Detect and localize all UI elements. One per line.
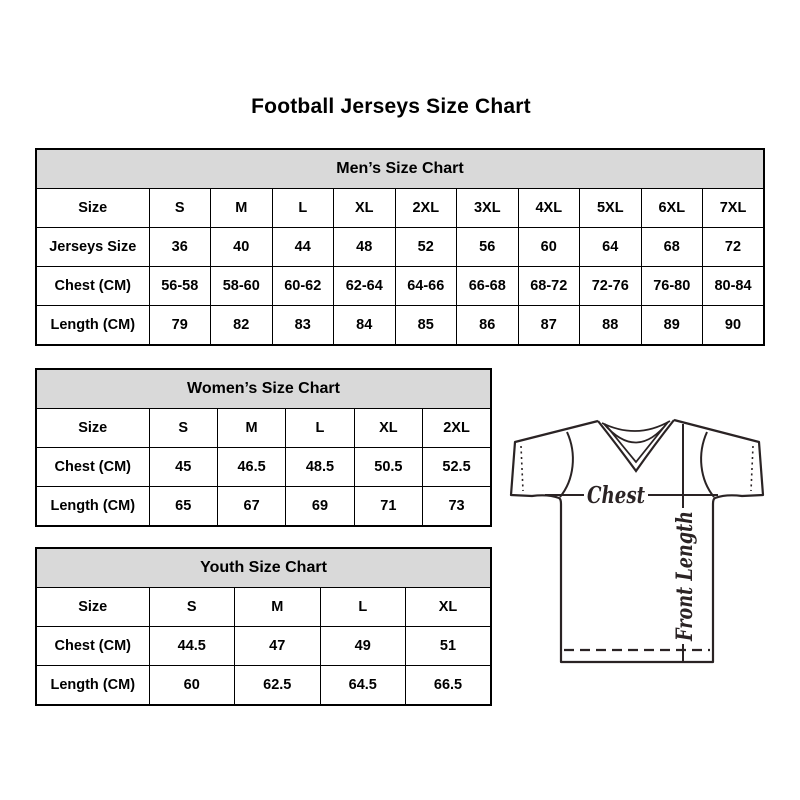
- size-value-cell: 67: [217, 487, 285, 527]
- size-value-cell: L: [320, 588, 406, 627]
- size-value-cell: 82: [211, 306, 273, 346]
- size-value-cell: 64.5: [320, 666, 406, 706]
- size-value-cell: 68-72: [518, 267, 580, 306]
- size-value-cell: 72-76: [580, 267, 642, 306]
- size-value-cell: 2XL: [395, 189, 457, 228]
- row-label: Chest (CM): [36, 627, 149, 666]
- size-value-cell: 44.5: [149, 627, 235, 666]
- size-value-cell: 72: [703, 228, 765, 267]
- size-value-cell: 85: [395, 306, 457, 346]
- size-value-cell: 79: [149, 306, 211, 346]
- size-value-cell: 4XL: [518, 189, 580, 228]
- size-value-cell: 88: [580, 306, 642, 346]
- size-value-cell: 62-64: [334, 267, 396, 306]
- size-value-cell: L: [286, 409, 354, 448]
- size-value-cell: 69: [286, 487, 354, 527]
- table-row: [36, 448, 491, 487]
- size-value-cell: 48: [334, 228, 396, 267]
- size-value-cell: 44: [272, 228, 334, 267]
- size-value-cell: XL: [406, 588, 492, 627]
- size-value-cell: 47: [235, 627, 321, 666]
- size-value-cell: 66.5: [406, 666, 492, 706]
- collar-band-arc-upper: [602, 421, 670, 431]
- size-value-cell: M: [235, 588, 321, 627]
- size-value-cell: 64-66: [395, 267, 457, 306]
- size-value-cell: M: [211, 189, 273, 228]
- jersey-measurement-diagram: [500, 400, 770, 685]
- page-title: Football Jerseys Size Chart: [251, 95, 531, 118]
- size-value-cell: 46.5: [217, 448, 285, 487]
- womens-size-table: [35, 368, 492, 527]
- row-label: Size: [36, 588, 149, 627]
- table-header-row: [36, 149, 764, 189]
- size-value-cell: 52: [395, 228, 457, 267]
- size-value-cell: 50.5: [354, 448, 422, 487]
- size-value-cell: L: [272, 189, 334, 228]
- size-value-cell: 76-80: [641, 267, 703, 306]
- table-title: Youth Size Chart: [36, 548, 491, 588]
- size-value-cell: 56: [457, 228, 519, 267]
- size-value-cell: 87: [518, 306, 580, 346]
- table-row: [36, 189, 764, 228]
- size-value-cell: 5XL: [580, 189, 642, 228]
- table-header-row: [36, 548, 491, 588]
- sleeve-seam-left: [521, 446, 523, 491]
- armhole-seam-left: [560, 432, 573, 497]
- size-value-cell: XL: [354, 409, 422, 448]
- row-label: Length (CM): [36, 487, 149, 527]
- size-value-cell: 84: [334, 306, 396, 346]
- table-title: Men’s Size Chart: [36, 149, 764, 189]
- size-value-cell: 66-68: [457, 267, 519, 306]
- table-row: [36, 627, 491, 666]
- size-value-cell: 90: [703, 306, 765, 346]
- row-label: Chest (CM): [36, 267, 149, 306]
- table-row: [36, 588, 491, 627]
- row-label: Size: [36, 409, 149, 448]
- armhole-seam-right: [701, 432, 714, 497]
- size-value-cell: 62.5: [235, 666, 321, 706]
- size-value-cell: 89: [641, 306, 703, 346]
- table-row: [36, 267, 764, 306]
- jersey-outline-shape: [511, 420, 763, 662]
- size-value-cell: M: [217, 409, 285, 448]
- row-label: Size: [36, 189, 149, 228]
- table-row: [36, 228, 764, 267]
- table-row: [36, 306, 764, 346]
- size-value-cell: 68: [641, 228, 703, 267]
- table-row: [36, 487, 491, 527]
- size-value-cell: 71: [354, 487, 422, 527]
- table-title: Women’s Size Chart: [36, 369, 491, 409]
- size-value-cell: XL: [334, 189, 396, 228]
- row-label: Length (CM): [36, 306, 149, 346]
- size-value-cell: 36: [149, 228, 211, 267]
- size-value-cell: 2XL: [423, 409, 491, 448]
- size-value-cell: 49: [320, 627, 406, 666]
- youth-size-table: [35, 547, 492, 706]
- table-row: [36, 409, 491, 448]
- row-label: Jerseys Size: [36, 228, 149, 267]
- size-value-cell: 86: [457, 306, 519, 346]
- front-length-label: Front Length: [672, 478, 698, 641]
- size-value-cell: 3XL: [457, 189, 519, 228]
- chest-label: Chest: [587, 482, 646, 509]
- size-value-cell: 65: [149, 487, 217, 527]
- size-value-cell: 51: [406, 627, 492, 666]
- size-value-cell: 6XL: [641, 189, 703, 228]
- table-header-row: [36, 369, 491, 409]
- row-label: Chest (CM): [36, 448, 149, 487]
- size-value-cell: 60: [149, 666, 235, 706]
- size-value-cell: 73: [423, 487, 491, 527]
- size-value-cell: 40: [211, 228, 273, 267]
- size-value-cell: 7XL: [703, 189, 765, 228]
- size-value-cell: 64: [580, 228, 642, 267]
- size-value-cell: 60-62: [272, 267, 334, 306]
- sleeve-seam-right: [751, 446, 753, 491]
- size-value-cell: 60: [518, 228, 580, 267]
- mens-size-table: [35, 148, 765, 346]
- size-value-cell: 56-58: [149, 267, 211, 306]
- size-value-cell: 80-84: [703, 267, 765, 306]
- size-value-cell: 52.5: [423, 448, 491, 487]
- size-value-cell: 45: [149, 448, 217, 487]
- size-value-cell: S: [149, 189, 211, 228]
- size-value-cell: 48.5: [286, 448, 354, 487]
- size-value-cell: 83: [272, 306, 334, 346]
- row-label: Length (CM): [36, 666, 149, 706]
- table-row: [36, 666, 491, 706]
- size-value-cell: 58-60: [211, 267, 273, 306]
- size-value-cell: S: [149, 588, 235, 627]
- size-value-cell: S: [149, 409, 217, 448]
